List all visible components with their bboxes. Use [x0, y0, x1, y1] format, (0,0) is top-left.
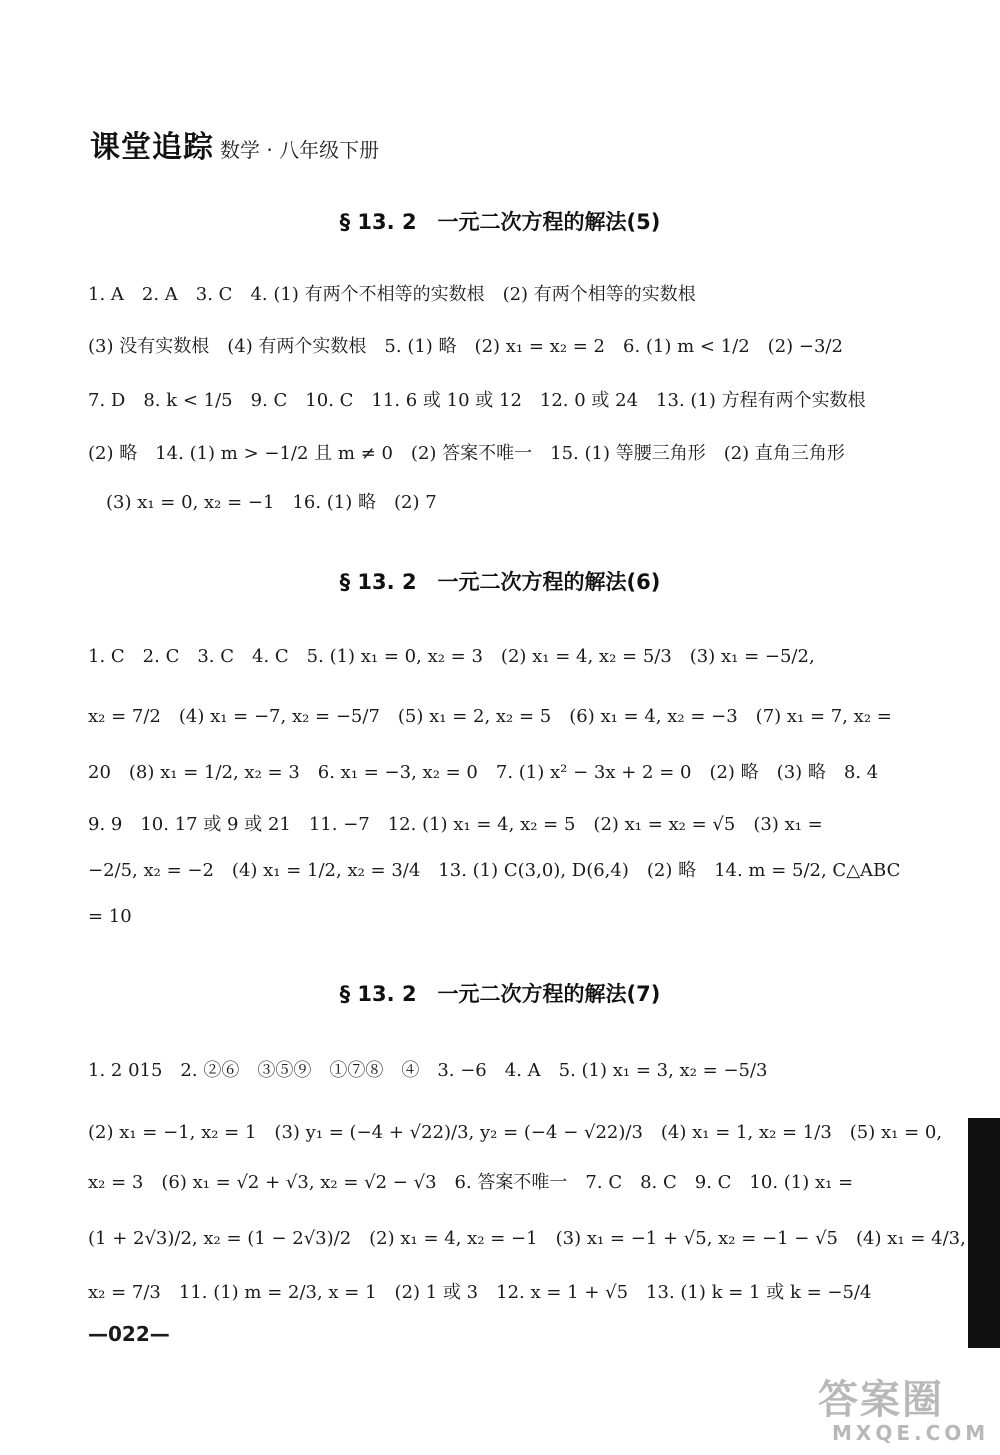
- answer-line: 9. 9 10. 17 或 9 或 21 11. −7 12. (1) x₁ = 4, x₂ = 5 (2) x₁ = x₂ = √5 (3) x₁ =: [88, 814, 823, 835]
- answer-line: 1. 2 015 2. ②⑥ ③⑤⑨ ①⑦⑧ ④ 3. −6 4. A 5. (1) x₁ = 3, x₂ = −5/3: [88, 1060, 768, 1081]
- answer-line: 1. C 2. C 3. C 4. C 5. (1) x₁ = 0, x₂ = 3 (2) x₁ = 4, x₂ = 5/3 (3) x₁ = −5/2,: [88, 646, 815, 667]
- page-header: [90, 122, 379, 166]
- book-subtitle: 数学 · 八年级下册: [220, 138, 380, 162]
- watermark-logo: [818, 1378, 994, 1450]
- answer-line: −2/5, x₂ = −2 (4) x₁ = 1/2, x₂ = 3/4 13. (1) C(3,0), D(6,4) (2) 略 14. m = 5/2, C△ABC: [88, 860, 901, 881]
- page-number: —022—: [88, 1322, 170, 1346]
- book-brand: 课堂追踪: [90, 130, 214, 165]
- answer-line: (2) x₁ = −1, x₂ = 1 (3) y₁ = (−4 + √22)/3, y₂ = (−4 − √22)/3 (4) x₁ = 1, x₂ = 1/3 (5) x₁ = 0,: [88, 1122, 943, 1143]
- section-title: § 13. 2 一元二次方程的解法(7): [339, 982, 661, 1006]
- answer-line: x₂ = 3 (6) x₁ = √2 + √3, x₂ = √2 − √3 6. 答案不唯一 7. C 8. C 9. C 10. (1) x₁ =: [88, 1172, 854, 1193]
- answer-line: x₂ = 7/2 (4) x₁ = −7, x₂ = −5/7 (5) x₁ = 2, x₂ = 5 (6) x₁ = 4, x₂ = −3 (7) x₁ = 7, x₂ =: [88, 706, 892, 727]
- watermark-sub: MXQE.COM: [832, 1421, 990, 1445]
- answer-line: 1. A 2. A 3. C 4. (1) 有两个不相等的实数根 (2) 有两个相等的实数根: [88, 284, 696, 305]
- answer-line: (2) 略 14. (1) m > −1/2 且 m ≠ 0 (2) 答案不唯一 15. (1) 等腰三角形 (2) 直角三角形: [88, 443, 845, 464]
- side-tab-marker: [968, 1118, 1000, 1348]
- answer-line: (1 + 2√3)/2, x₂ = (1 − 2√3)/2 (2) x₁ = 4, x₂ = −1 (3) x₁ = −1 + √5, x₂ = −1 − √5 (4) x₁ = 4/3,: [88, 1228, 966, 1249]
- answer-line: 7. D 8. k < 1/5 9. C 10. C 11. 6 或 10 或 12 12. 0 或 24 13. (1) 方程有两个实数根: [88, 390, 866, 411]
- answer-line: x₂ = 7/3 11. (1) m = 2/3, x = 1 (2) 1 或 3 12. x = 1 + √5 13. (1) k = 1 或 k = −5/4: [88, 1282, 872, 1303]
- section-title: § 13. 2 一元二次方程的解法(6): [339, 570, 661, 594]
- section-title: § 13. 2 一元二次方程的解法(5): [339, 210, 661, 234]
- answer-line: = 10: [88, 906, 132, 927]
- answer-line: (3) x₁ = 0, x₂ = −1 16. (1) 略 (2) 7: [106, 492, 437, 513]
- watermark-main: 答案圈: [818, 1377, 944, 1423]
- answer-line: 20 (8) x₁ = 1/2, x₂ = 3 6. x₁ = −3, x₂ = 0 7. (1) x² − 3x + 2 = 0 (2) 略 (3) 略 8. 4: [88, 762, 879, 783]
- answer-line: (3) 没有实数根 (4) 有两个实数根 5. (1) 略 (2) x₁ = x₂ = 2 6. (1) m < 1/2 (2) −3/2: [88, 336, 843, 357]
